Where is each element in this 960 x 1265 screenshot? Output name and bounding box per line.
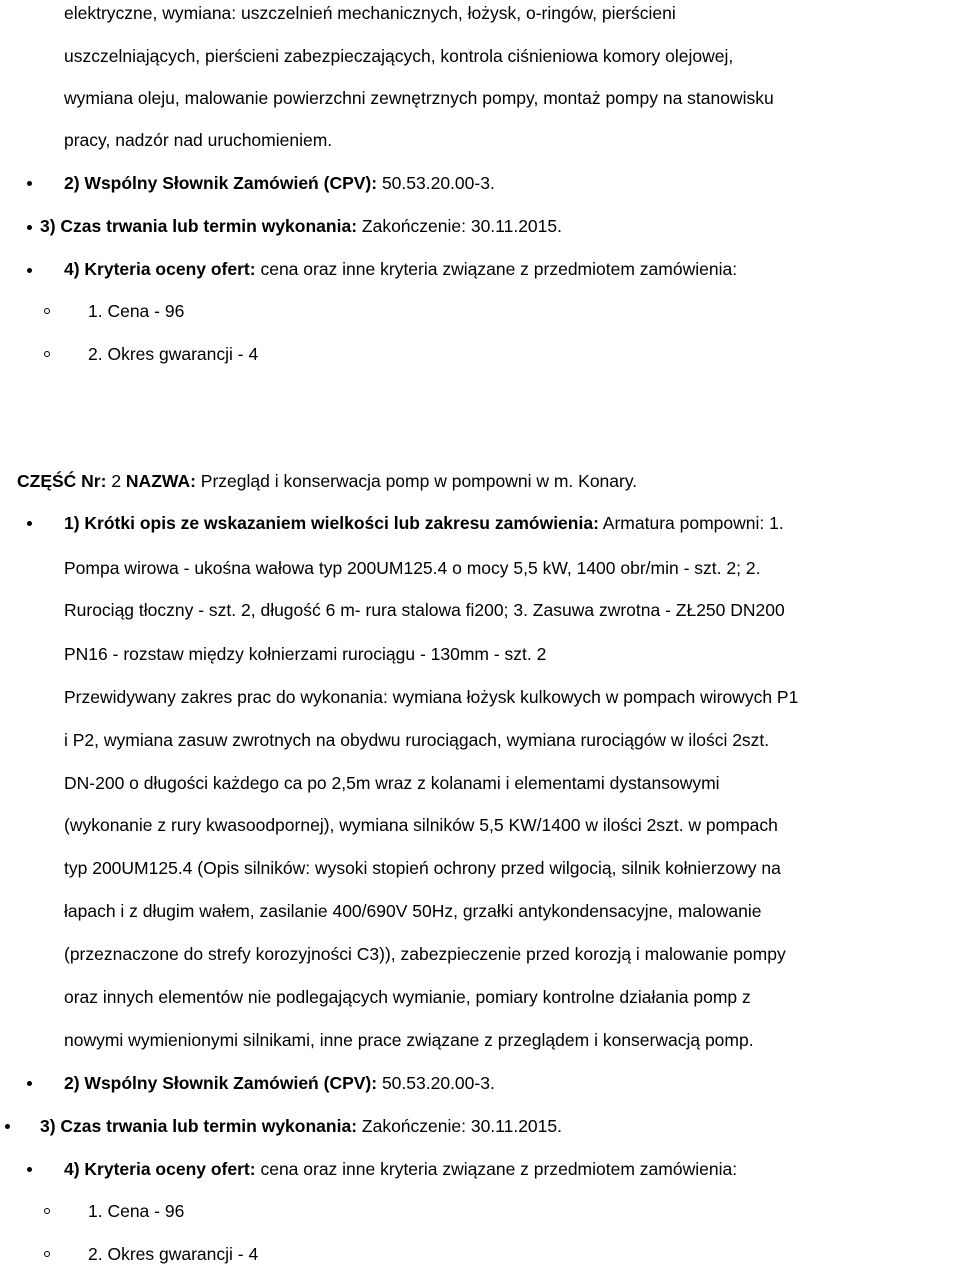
- part1-term-label: 3) Czas trwania lub termin wykonania:: [40, 216, 358, 236]
- part1-term-value: Zakończenie: 30.11.2015.: [357, 216, 562, 236]
- bullet-icon: [27, 521, 32, 526]
- part2-criteria: [64, 1158, 737, 1180]
- part2-desc-line: łapach i z długim wałem, zasilanie 400/690V 50Hz, grzałki antykondensacyjne, malowanie: [64, 901, 762, 921]
- part2-criteria-item: 2. Okres gwarancji - 4: [88, 1244, 259, 1264]
- part1-desc-line: pracy, nadzór nad uruchomieniem.: [64, 130, 333, 150]
- part2-criteria-value: cena oraz inne kryteria związane z przedmiotem zamówienia:: [255, 1159, 738, 1179]
- part2-desc-line: Pompa wirowa - ukośna wałowa typ 200UM125.4 o mocy 5,5 kW, 1400 obr/min - szt. 2; 2.: [64, 558, 761, 578]
- circle-bullet-icon: [44, 308, 50, 314]
- part2-criteria-item: 1. Cena - 96: [88, 1201, 185, 1221]
- part2-term-label: 3) Czas trwania lub termin wykonania:: [40, 1116, 358, 1136]
- part2-desc-line: oraz innych elementów nie podlegających wymianie, pomiary kontrolne działania pomp z: [64, 987, 751, 1007]
- part2-header-name: Przegląd i konserwacja pomp w pompowni w m. Konary.: [195, 471, 638, 491]
- part1-criteria: [64, 258, 737, 280]
- bullet-icon: [27, 1167, 32, 1172]
- part1-criteria-item: 2. Okres gwarancji - 4: [88, 344, 259, 364]
- part2-term-value: Zakończenie: 30.11.2015.: [357, 1116, 562, 1136]
- part1-desc-line: uszczelniających, pierścieni zabezpieczających, kontrola ciśnieniowa komory olejowej,: [64, 46, 734, 66]
- part2-header-label: CZĘŚĆ Nr:: [17, 471, 107, 491]
- part2-header: [17, 470, 637, 492]
- bullet-icon: [27, 268, 32, 273]
- part2-header-name-label: NAZWA:: [125, 471, 196, 491]
- part2-cpv-value: 50.53.20.00-3.: [377, 1073, 495, 1093]
- part1-term: [40, 215, 562, 237]
- part1-cpv-label: 2) Wspólny Słownik Zamówień (CPV):: [64, 173, 378, 193]
- part1-cpv: [64, 172, 495, 194]
- circle-bullet-icon: [44, 1251, 50, 1257]
- part2-header-number: 2: [106, 471, 126, 491]
- circle-bullet-icon: [44, 1208, 50, 1214]
- part1-criteria-label: 4) Kryteria oceny ofert:: [64, 259, 256, 279]
- bullet-icon: [27, 181, 32, 186]
- bullet-icon: [27, 225, 32, 230]
- part2-criteria-label: 4) Kryteria oceny ofert:: [64, 1159, 256, 1179]
- part2-short-desc: [64, 512, 784, 534]
- part2-desc-line: Rurociąg tłoczny - szt. 2, długość 6 m- rura stalowa fi200; 3. Zasuwa zwrotna - ZŁ250 DN200: [64, 600, 785, 620]
- part1-desc-line: wymiana oleju, malowanie powierzchni zewnętrznych pompy, montaż pompy na stanowisku: [64, 88, 774, 108]
- part2-desc-line: (wykonanie z rury kwasoodpornej), wymiana silników 5,5 KW/1400 w ilości 2szt. w pompach: [64, 815, 778, 835]
- part2-desc-line: PN16 - rozstaw między kołnierzami rurociągu - 130mm - szt. 2: [64, 644, 547, 664]
- bullet-icon: [5, 1124, 10, 1129]
- part2-desc-line: typ 200UM125.4 (Opis silników: wysoki stopień ochrony przed wilgocią, silnik kołnierzowy na: [64, 858, 781, 878]
- part2-desc-line: nowymi wymienionymi silnikami, inne prace związane z przeglądem i konserwacją pomp.: [64, 1030, 754, 1050]
- part2-short-value: Armatura pompowni: 1.: [598, 513, 784, 533]
- part2-cpv: [64, 1072, 495, 1094]
- part2-desc-line: i P2, wymiana zasuw zwrotnych na obydwu rurociągach, wymiana rurociągów w ilości 2szt.: [64, 730, 770, 750]
- part1-criteria-value: cena oraz inne kryteria związane z przedmiotem zamówienia:: [255, 259, 738, 279]
- part1-desc-line: elektryczne, wymiana: uszczelnień mechanicznych, łożysk, o-ringów, pierścieni: [64, 3, 676, 23]
- part2-cpv-label: 2) Wspólny Słownik Zamówień (CPV):: [64, 1073, 378, 1093]
- bullet-icon: [27, 1081, 32, 1086]
- part2-desc-line: (przeznaczone do strefy korozyjności C3)), zabezpieczenie przed korozją i malowanie pompy: [64, 944, 786, 964]
- part2-short-label: 1) Krótki opis ze wskazaniem wielkości lub zakresu zamówienia:: [64, 513, 599, 533]
- part1-cpv-value: 50.53.20.00-3.: [377, 173, 495, 193]
- part2-desc-line: DN-200 o długości każdego ca po 2,5m wraz z kolanami i elementami dystansowymi: [64, 773, 720, 793]
- part2-term: [40, 1115, 562, 1137]
- part1-criteria-item: 1. Cena - 96: [88, 301, 185, 321]
- part2-desc-line: Przewidywany zakres prac do wykonania: wymiana łożysk kulkowych w pompach wirowych P1: [64, 687, 799, 707]
- circle-bullet-icon: [44, 351, 50, 357]
